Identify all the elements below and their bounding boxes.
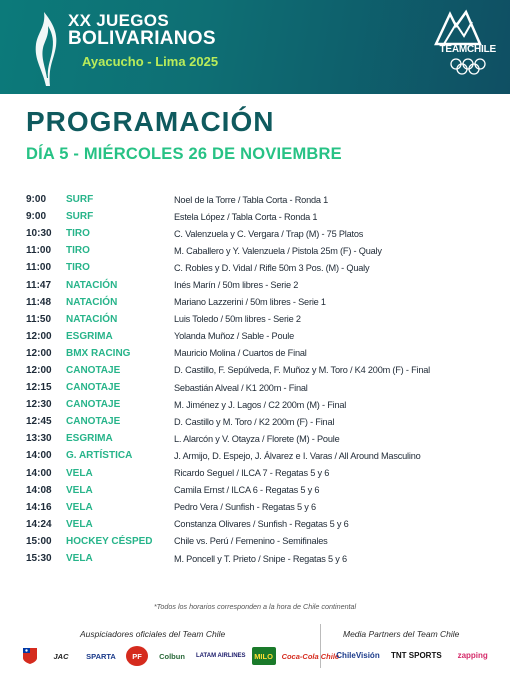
event-time: 14:08 — [26, 484, 52, 496]
event-time: 14:00 — [26, 450, 52, 462]
schedule-row — [26, 259, 496, 276]
schedule-row — [26, 396, 496, 413]
event-time: 12:00 — [26, 364, 52, 376]
event-detail: Ricardo Seguel / ILCA 7 - Regatas 5 y 6 — [174, 468, 330, 479]
event-sport: G. ARTÍSTICA — [66, 450, 133, 462]
games-title — [68, 12, 216, 49]
ind-chile-logo-icon — [22, 647, 38, 665]
event-detail: Mauricio Molina / Cuartos de Final — [174, 348, 307, 359]
event-detail: C. Robles y D. Vidal / Rifle 50m 3 Pos. (M) - Qualy — [174, 262, 370, 273]
event-sport: ESGRIMA — [66, 433, 113, 445]
event-time: 12:00 — [26, 347, 52, 359]
schedule-row — [26, 345, 496, 362]
event-sport: VELA — [66, 518, 93, 530]
event-sport: VELA — [66, 553, 93, 565]
page-subtitle: DÍA 5 - MIÉRCOLES 26 DE NOVIEMBRE — [26, 145, 342, 163]
event-sport: HOCKEY CÉSPED — [66, 535, 153, 547]
schedule-row — [26, 191, 496, 208]
event-time: 12:45 — [26, 416, 52, 428]
schedule-row — [26, 276, 496, 293]
media-logo: TNT SPORTS — [391, 650, 442, 660]
event-detail: Pedro Vera / Sunfish - Regatas 5 y 6 — [174, 502, 316, 513]
event-sport: NATACIÓN — [66, 296, 118, 308]
timezone-note: *Todos los horarios corresponden a la hora de Chile continental — [153, 602, 357, 611]
event-time: 15:30 — [26, 553, 52, 565]
event-sport: NATACIÓN — [66, 279, 118, 291]
games-title-line2: BOLIVARIANOS — [68, 28, 216, 49]
event-sport: VELA — [66, 501, 93, 513]
event-time: 12:00 — [26, 330, 52, 342]
event-detail: Noel de la Torre / Tabla Corta - Ronda 1 — [174, 194, 329, 205]
schedule-row — [26, 413, 496, 430]
event-time: 15:00 — [26, 535, 52, 547]
sponsor-logo: PF — [126, 646, 148, 666]
event-time: 13:30 — [26, 433, 52, 445]
schedule-row — [26, 482, 496, 499]
olympic-rings-icon — [450, 58, 486, 76]
event-detail: Luis Toledo / 50m libres - Serie 2 — [174, 314, 301, 325]
event-time: 14:24 — [26, 518, 52, 530]
event-detail: Inés Marín / 50m libres - Serie 2 — [174, 280, 299, 291]
event-time: 12:30 — [26, 399, 52, 411]
event-detail: Sebastián Alveal / K1 200m - Final — [174, 382, 308, 393]
event-time: 14:16 — [26, 501, 52, 513]
event-sport: CANOTAJE — [66, 416, 121, 428]
sponsors-label: Auspiciadores oficiales del Team Chile — [80, 629, 226, 639]
media-logo: zapping — [457, 650, 488, 660]
sponsor-logo: LATAM AIRLINES — [196, 653, 246, 659]
sponsor-logo: MILO — [252, 647, 276, 665]
event-sport: SURF — [66, 194, 94, 206]
schedule-row — [26, 516, 496, 533]
event-sport: CANOTAJE — [66, 364, 121, 376]
schedule-row — [26, 430, 496, 447]
event-detail: Constanza Olivares / Sunfish - Regatas 5 y 6 — [174, 519, 349, 530]
schedule-row — [26, 379, 496, 396]
event-detail: Mariano Lazzerini / 50m libres - Serie 1 — [174, 297, 326, 308]
event-time: 11:48 — [26, 296, 52, 308]
event-sport: ESGRIMA — [66, 330, 113, 342]
schedule-row — [26, 294, 496, 311]
schedule-row — [26, 550, 496, 567]
event-sport: VELA — [66, 467, 93, 479]
schedule-row — [26, 242, 496, 259]
sponsor-logos — [22, 646, 345, 666]
event-sport: CANOTAJE — [66, 382, 121, 394]
event-sport: BMX RACING — [66, 347, 131, 359]
event-time: 11:50 — [26, 313, 52, 325]
header-banner — [0, 0, 510, 94]
media-logo: ChileVisión — [336, 650, 380, 660]
event-sport: TIRO — [66, 245, 90, 257]
event-detail: Yolanda Muñoz / Sable - Poule — [174, 331, 295, 342]
event-time: 12:15 — [26, 382, 52, 394]
event-sport: SURF — [66, 211, 94, 223]
schedule-row — [26, 499, 496, 516]
event-time: 9:00 — [26, 211, 47, 223]
schedule-row — [26, 533, 496, 550]
games-title-line1: XX JUEGOS — [68, 11, 169, 30]
sponsor-logo: Coca-Cola Chile — [281, 651, 340, 661]
schedule-row — [26, 465, 496, 482]
event-detail: M. Poncell y T. Prieto / Snipe - Regatas 5 y 6 — [174, 553, 347, 564]
media-partners-label: Media Partners del Team Chile — [343, 629, 460, 639]
sponsor-logo: JAC — [53, 651, 69, 661]
event-detail: Chile vs. Perú / Femenino - Semifinales — [174, 536, 328, 547]
schedule-row — [26, 225, 496, 242]
sponsor-logo-list — [46, 646, 345, 666]
event-detail: M. Caballero y Y. Valenzuela / Pistola 25m (F) - Qualy — [174, 245, 382, 256]
team-chile-logo-icon — [426, 8, 490, 48]
event-detail: L. Alarcón y V. Otayza / Florete (M) - Poule — [174, 433, 340, 444]
schedule-row — [26, 328, 496, 345]
event-sport: NATACIÓN — [66, 313, 118, 325]
event-detail: Camila Ernst / ILCA 6 - Regatas 5 y 6 — [174, 485, 320, 496]
event-detail: D. Castillo y M. Toro / K2 200m (F) - Final — [174, 416, 335, 427]
event-time: 11:47 — [26, 279, 52, 291]
sponsor-logo: SPARTA — [86, 651, 116, 661]
media-logos — [333, 646, 504, 664]
event-time: 11:00 — [26, 262, 52, 274]
event-detail: Estela López / Tabla Corta - Ronda 1 — [174, 211, 318, 222]
event-detail: M. Jiménez y J. Lagos / C2 200m (M) - Final — [174, 399, 347, 410]
schedule-row — [26, 208, 496, 225]
schedule-row — [26, 362, 496, 379]
event-sport: TIRO — [66, 262, 90, 274]
event-time: 9:00 — [26, 194, 47, 206]
event-detail: J. Armijo, D. Espejo, J. Álvarez e I. Varas / All Around Masculino — [174, 450, 421, 461]
games-flame-logo — [28, 8, 64, 88]
event-time: 14:00 — [26, 467, 52, 479]
schedule-row — [26, 311, 496, 328]
event-time: 11:00 — [26, 245, 52, 257]
team-chile-label: TEAMCHILE — [439, 44, 496, 55]
event-detail: D. Castillo, F. Sepúlveda, F. Muñoz y M. Toro / K4 200m (F) - Final — [174, 365, 431, 376]
event-sport: CANOTAJE — [66, 399, 121, 411]
event-sport: TIRO — [66, 228, 90, 240]
sponsor-logo: Colbun — [159, 651, 185, 661]
page-title: PROGRAMACIÓN — [26, 106, 275, 137]
games-subtitle: Ayacucho - Lima 2025 — [82, 54, 219, 69]
event-time: 10:30 — [26, 228, 52, 240]
schedule-row — [26, 447, 496, 464]
event-sport: VELA — [66, 484, 93, 496]
event-detail: C. Valenzuela y C. Vergara / Trap (M) - 75 Platos — [174, 228, 364, 239]
schedule-list — [26, 191, 496, 567]
